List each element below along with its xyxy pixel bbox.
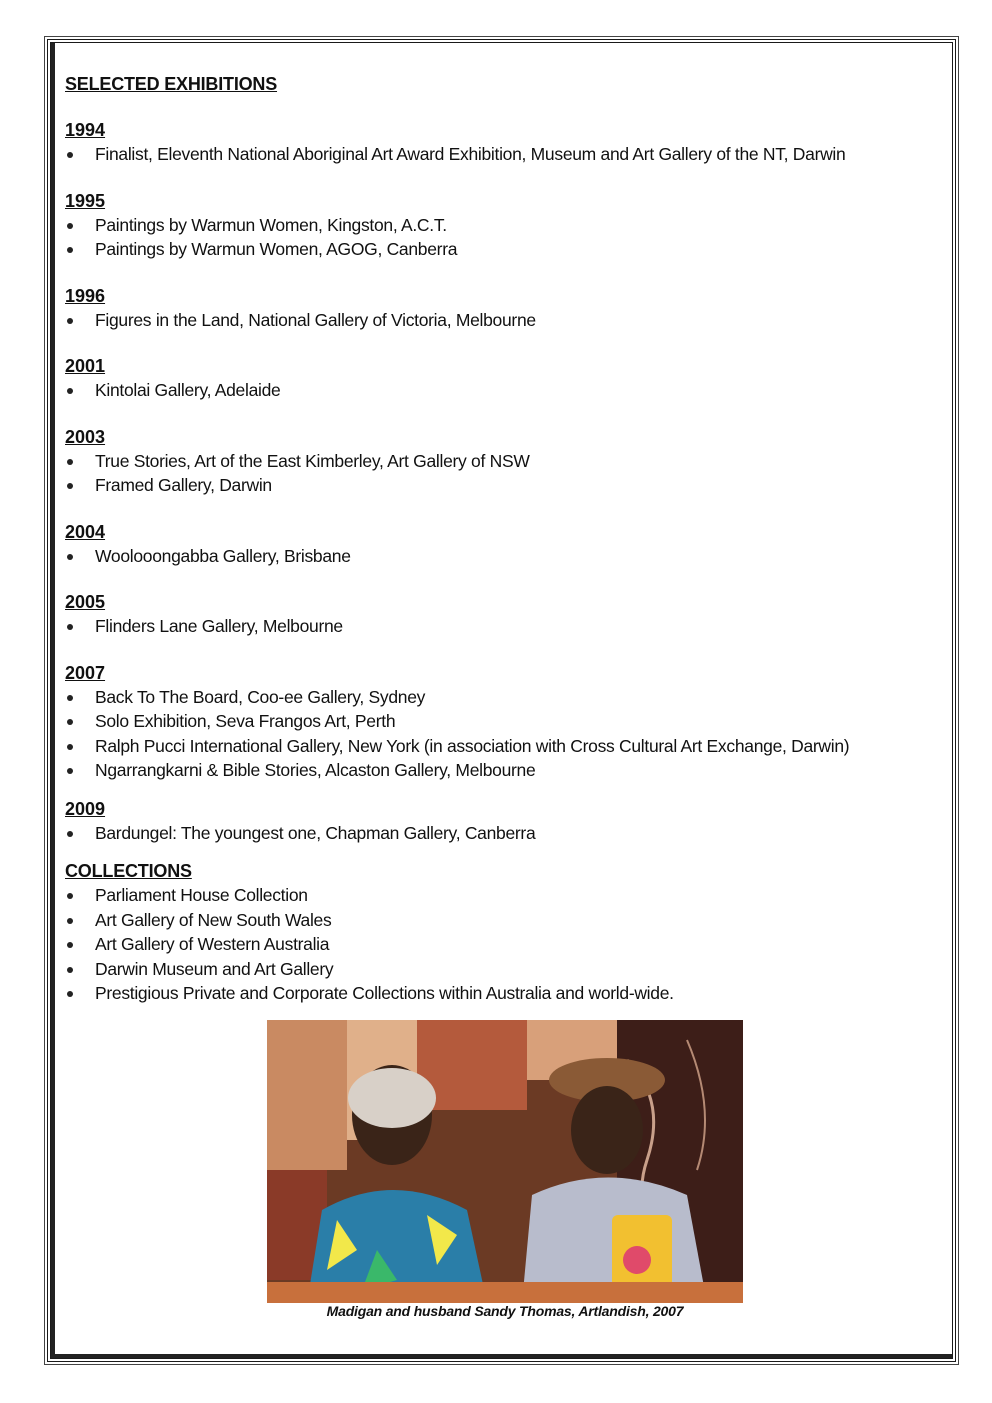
exhibition-list — [65, 142, 935, 167]
exhibition-list — [65, 544, 935, 569]
document-body — [65, 72, 935, 1006]
list-item: Kintolai Gallery, Adelaide — [65, 378, 935, 403]
year-heading: 2001 — [65, 356, 106, 376]
collections-heading: COLLECTIONS — [65, 861, 192, 881]
list-item: Flinders Lane Gallery, Melbourne — [65, 614, 935, 639]
year-heading: 2005 — [65, 592, 106, 612]
collections-list — [65, 883, 935, 1006]
year-heading: 2007 — [65, 662, 106, 683]
exhibition-list — [65, 213, 935, 262]
year-heading: 1996 — [65, 285, 106, 306]
list-item: Art Gallery of Western Australia — [65, 932, 935, 957]
list-item: Prestigious Private and Corporate Collections within Australia and world-wide. — [65, 981, 935, 1006]
list-item: Ngarrangkarni & Bible Stories, Alcaston Gallery, Melbourne — [65, 758, 935, 783]
year-heading: 2009 — [65, 798, 106, 819]
list-item: Paintings by Warmun Women, AGOG, Canberra — [65, 237, 935, 262]
exhibition-list — [65, 685, 935, 783]
exhibition-list — [65, 449, 935, 498]
exhibition-list — [65, 614, 935, 639]
year-heading: 2003 — [65, 426, 106, 447]
list-item: Finalist, Eleventh National Aboriginal Art Award Exhibition, Museum and Art Gallery of the NT, Darwin — [65, 142, 935, 167]
exhibition-list — [65, 821, 935, 846]
list-item: Art Gallery of New South Wales — [65, 908, 935, 933]
list-item: Ralph Pucci International Gallery, New York (in association with Cross Cultural Art Exchange, Darwin) — [65, 734, 935, 759]
exhibitions-heading: SELECTED EXHIBITIONS — [65, 74, 278, 94]
list-item: Solo Exhibition, Seva Frangos Art, Perth — [65, 709, 935, 734]
photo-caption: Madigan and husband Sandy Thomas, Artlandish, 2007 — [326, 1303, 684, 1319]
list-item: Parliament House Collection — [65, 883, 935, 908]
exhibition-list — [65, 378, 935, 403]
list-item: True Stories, Art of the East Kimberley, Art Gallery of NSW — [65, 449, 935, 474]
list-item: Framed Gallery, Darwin — [65, 473, 935, 498]
list-item: Bardungel: The youngest one, Chapman Gallery, Canberra — [65, 821, 935, 846]
list-item: Figures in the Land, National Gallery of Victoria, Melbourne — [65, 308, 935, 333]
list-item: Darwin Museum and Art Gallery — [65, 957, 935, 982]
list-item: Back To The Board, Coo-ee Gallery, Sydney — [65, 685, 935, 710]
list-item: Woolooongabba Gallery, Brisbane — [65, 544, 935, 569]
exhibition-list — [65, 308, 935, 333]
list-item: Paintings by Warmun Women, Kingston, A.C.T. — [65, 213, 935, 238]
year-heading: 2004 — [65, 521, 106, 542]
year-heading: 1995 — [65, 190, 106, 211]
artist-photo — [267, 1020, 743, 1303]
year-heading: 1994 — [65, 120, 106, 140]
